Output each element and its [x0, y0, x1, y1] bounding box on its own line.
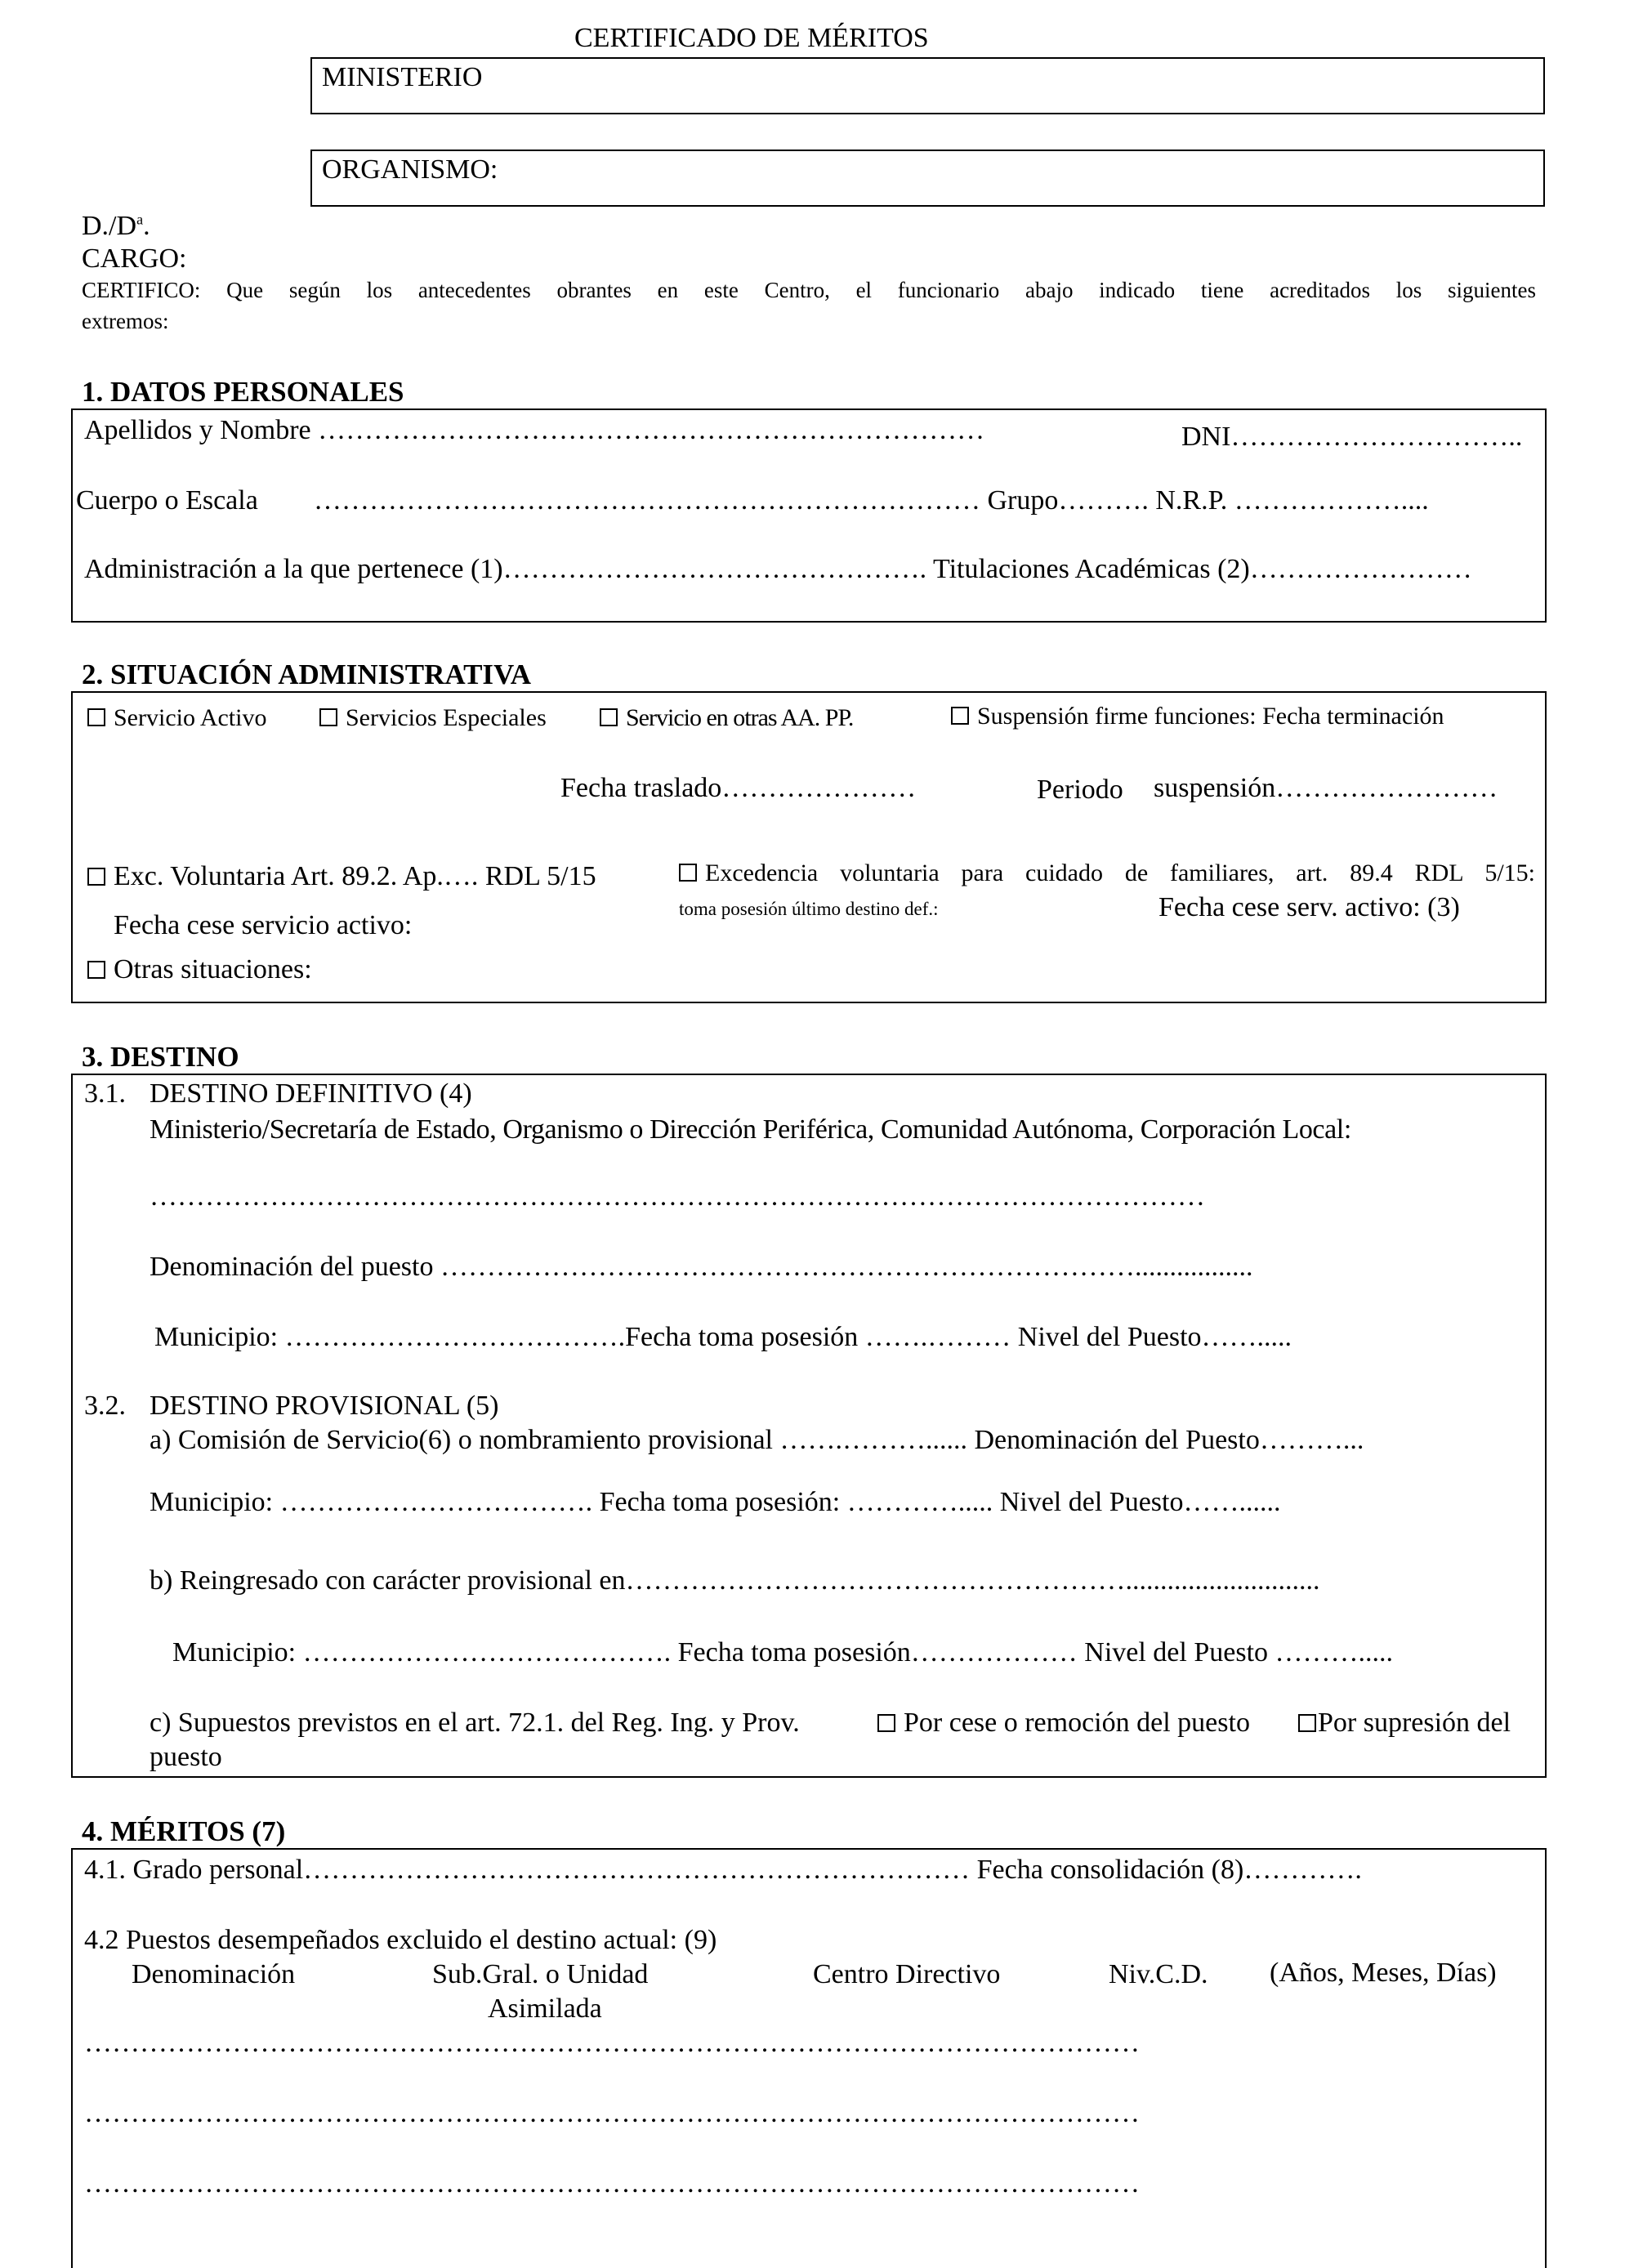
- destino-definitivo-heading: DESTINO DEFINITIVO (4): [150, 1078, 472, 1109]
- reingresado-field[interactable]: b) Reingresado con carácter provisional en………………………………………………............................: [150, 1565, 1320, 1596]
- municipio-reing-field[interactable]: Municipio: …………………………………. Fecha toma posesión……………… Nivel del Puesto ……….....: [172, 1637, 1394, 1668]
- destino-provisional-heading: DESTINO PROVISIONAL (5): [150, 1391, 499, 1421]
- checkbox-icon: [87, 961, 105, 979]
- section-1-heading: 1. DATOS PERSONALES: [82, 376, 404, 408]
- cuerpo-grupo-nrp-field[interactable]: ……………………………………………………………… Grupo………. N.R.P. ………………....: [314, 485, 1429, 516]
- section-4-heading: 4. MÉRITOS (7): [82, 1815, 286, 1847]
- situacion-box: [71, 691, 1547, 1003]
- option-servicio-activo[interactable]: Servicio Activo: [87, 704, 266, 732]
- col-centro: Centro Directivo: [813, 1959, 1001, 1989]
- certifico-text-end: extremos:: [82, 309, 169, 333]
- document-title: CERTIFICADO DE MÉRITOS: [574, 23, 929, 53]
- supuestos-text-end: puesto: [150, 1742, 222, 1772]
- section-3-heading: 3. DESTINO: [82, 1041, 239, 1073]
- cuerpo-label: Cuerpo o Escala: [76, 485, 258, 516]
- fecha-cese-activo-field[interactable]: Fecha cese servicio activo:: [114, 910, 413, 940]
- toma-posesion-field[interactable]: toma posesión último destino def.:: [679, 899, 939, 919]
- option-servicios-especiales[interactable]: Servicios Especiales: [319, 704, 547, 732]
- option-exc-voluntaria[interactable]: Exc. Voluntaria Art. 89.2. Ap.…. RDL 5/15: [87, 861, 596, 892]
- suspension-field[interactable]: suspensión……………………: [1154, 773, 1498, 803]
- option-suspension[interactable]: Suspensión firme funciones: Fecha terminación: [951, 703, 1444, 730]
- organismo-label: ORGANISMO:: [322, 154, 498, 185]
- option-otras-aapp[interactable]: Servicio en otras AA. PP.: [600, 704, 853, 732]
- organismo-box[interactable]: [310, 150, 1545, 207]
- section-3-2-number: 3.2.: [84, 1391, 126, 1421]
- puesto-row[interactable]: ……………………………………………………………………………………………………: [84, 2028, 1140, 2058]
- municipio-prov-field[interactable]: Municipio: ……………………………. Fecha toma posesión: …………..... Nivel del Puesto……......: [150, 1487, 1281, 1517]
- destino-box: [71, 1074, 1547, 1778]
- option-cese-remocion[interactable]: Por cese o remoción del puesto: [877, 1708, 1250, 1739]
- checkbox-icon: [1298, 1714, 1316, 1732]
- checkbox-icon: [951, 707, 969, 725]
- periodo-label: Periodo: [1037, 775, 1123, 805]
- datos-personales-box: [71, 409, 1547, 623]
- meritos-box: [71, 1848, 1547, 2268]
- col-niv: Niv.C.D.: [1109, 1959, 1208, 1989]
- option-otras-situaciones[interactable]: Otras situaciones:: [87, 954, 312, 985]
- section-3-1-number: 3.1.: [84, 1078, 126, 1109]
- fecha-cese-serv-field[interactable]: Fecha cese serv. activo: (3): [1158, 892, 1460, 922]
- dni-field[interactable]: DNI…………………………..: [1181, 422, 1523, 452]
- certifico-text: CERTIFICO: Que según los antecedentes obrantes en este Centro, el funcionario abajo indicado tiene acreditados los siguientes: [82, 278, 1536, 302]
- checkbox-icon: [319, 708, 337, 726]
- checkbox-icon: [679, 864, 697, 882]
- option-supresion[interactable]: Por supresión del: [1298, 1708, 1511, 1739]
- puestos-heading: 4.2 Puestos desempeñados excluido el destino actual: (9): [84, 1925, 717, 1955]
- checkbox-icon: [600, 708, 618, 726]
- col-tiempo: (Años, Meses, Días): [1270, 1958, 1497, 1988]
- section-2-heading: 2. SITUACIÓN ADMINISTRATIVA: [82, 659, 532, 690]
- col-denominacion: Denominación: [132, 1959, 296, 1989]
- puesto-row[interactable]: ……………………………………………………………………………………………………: [84, 2168, 1140, 2199]
- puesto-row[interactable]: ……………………………………………………………………………………………………: [84, 2098, 1140, 2128]
- checkbox-icon: [87, 868, 105, 886]
- administracion-field[interactable]: Administración a la que pertenece (1)………………………………………. Titulaciones Académicas (2)……………………: [84, 554, 1472, 584]
- ministerio-label: MINISTERIO: [322, 62, 483, 92]
- supuestos-text: c) Supuestos previstos en el art. 72.1. del Reg. Ing. y Prov.: [150, 1708, 800, 1738]
- col-asimilada: Asimilada: [488, 1993, 602, 2024]
- checkbox-icon: [87, 708, 105, 726]
- fecha-traslado-field[interactable]: Fecha traslado…………………: [560, 773, 917, 803]
- ministerio-line: Ministerio/Secretaría de Estado, Organismo o Dirección Periférica, Comunidad Autónoma, Corporación Local:: [150, 1114, 1351, 1145]
- municipio-def-field[interactable]: Municipio: ……………………………….Fecha toma posesión …….……… Nivel del Puesto…….....: [154, 1322, 1292, 1352]
- col-subgral: Sub.Gral. o Unidad: [432, 1959, 649, 1989]
- comision-field[interactable]: a) Comisión de Servicio(6) o nombramiento provisional …….………...... Denominación del Puesto………...: [150, 1425, 1364, 1455]
- ministerio-field[interactable]: ……………………………………………………………………………………………………: [150, 1181, 1205, 1212]
- grado-field[interactable]: 4.1. Grado personal……………………………………………………………… Fecha consolidación (8)………….: [84, 1855, 1362, 1885]
- option-excedencia-cuidado[interactable]: Excedencia voluntaria para cuidado de familiares, art. 89.4 RDL 5/15:: [679, 859, 1535, 887]
- denominacion-field[interactable]: Denominación del puesto ………………………………………………………………….................: [150, 1252, 1253, 1282]
- ministerio-box[interactable]: [310, 57, 1545, 114]
- checkbox-icon: [877, 1714, 895, 1732]
- dd-label: $D./D^a$.: [82, 211, 150, 241]
- apellidos-field[interactable]: Apellidos y Nombre ………………………………………………………………: [84, 415, 985, 445]
- cargo-label: CARGO:: [82, 243, 187, 274]
